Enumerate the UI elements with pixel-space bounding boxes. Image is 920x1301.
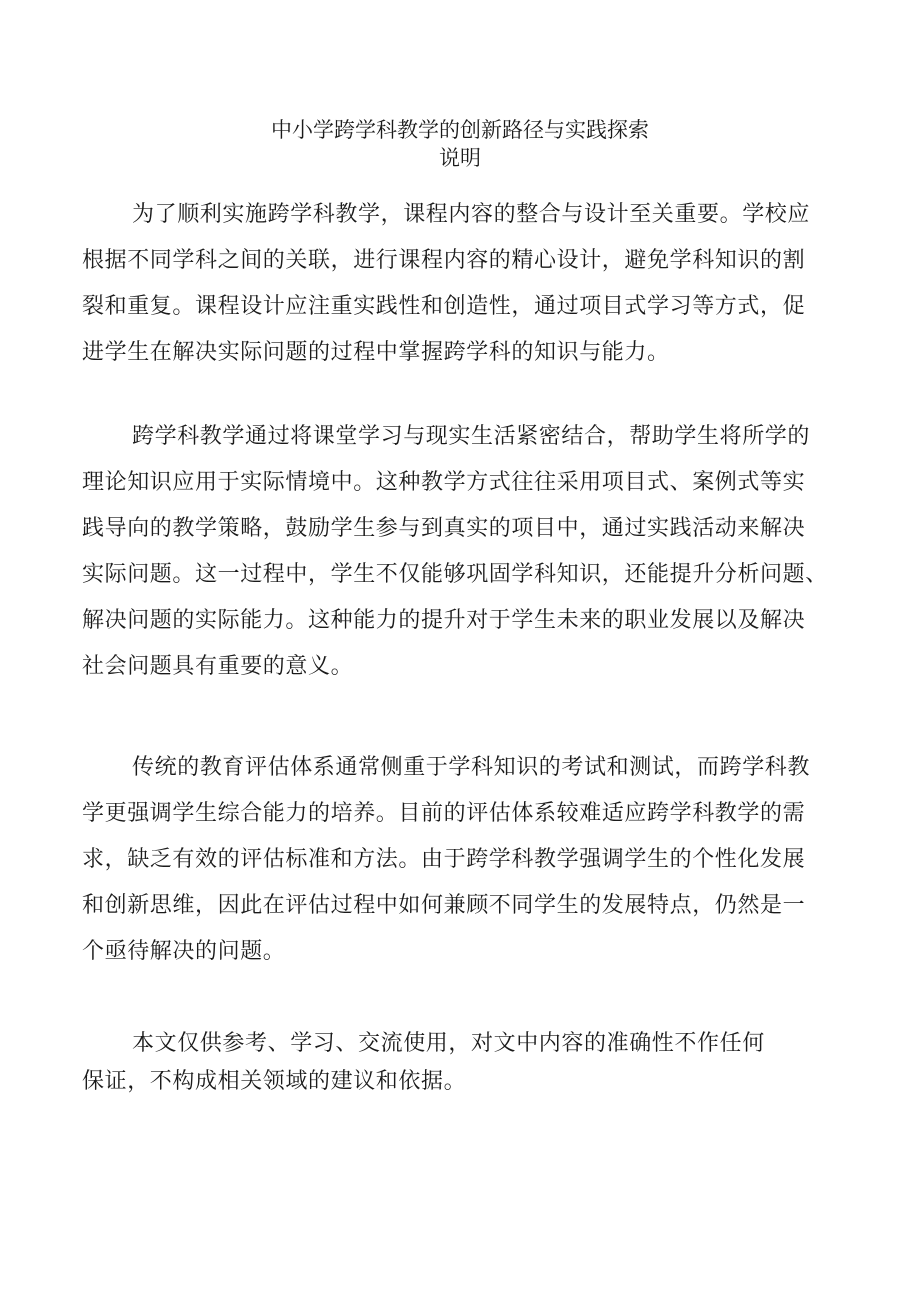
document-title: 中小学跨学科教学的创新路径与实践探索: [271, 118, 649, 142]
paragraph-line: 进学生在解决实际问题的过程中掌握跨学科的知识与能力。: [82, 340, 670, 365]
paragraph-line: 裂和重复。课程设计应注重实践性和创造性，通过项目式学习等方式，促: [82, 294, 806, 319]
paragraph-line: 本文仅供参考、学习、交流使用，对文中内容的准确性不作任何: [132, 1031, 765, 1056]
paragraph-2: [82, 414, 837, 690]
paragraph-line: 社会问题具有重要的意义。: [82, 654, 354, 679]
paragraph-line: 个亟待解决的问题。: [82, 939, 286, 964]
paragraph-line: 求，缺乏有效的评估标准和方法。由于跨学科教学强调学生的个性化发展: [82, 847, 806, 872]
paragraph-line: 传统的教育评估体系通常侧重于学科知识的考试和测试，而跨学科教: [132, 755, 811, 780]
paragraph-line: 践导向的教学策略，鼓励学生参与到真实的项目中，通过实践活动来解决: [82, 516, 806, 541]
paragraph-line: 为了顺利实施跨学科教学，课程内容的整合与设计至关重要。学校应: [132, 202, 811, 227]
document-subtitle: 说明: [439, 146, 481, 170]
paragraph-1: [82, 192, 837, 376]
paragraph-line: 解决问题的实际能力。这种能力的提升对于学生未来的职业发展以及解决: [82, 608, 806, 633]
paragraph-line: 跨学科教学通过将课堂学习与现实生活紧密结合，帮助学生将所学的: [132, 424, 811, 449]
paragraph-line: 理论知识应用于实际情境中。这种教学方式往往采用项目式、案例式等实: [82, 470, 806, 495]
paragraph-line: 保证，不构成相关领域的建议和依据。: [82, 1069, 467, 1094]
paragraph-3: [82, 745, 837, 975]
title-block: [0, 116, 920, 172]
paragraph-line: 和创新思维，因此在评估过程中如何兼顾不同学生的发展特点，仍然是一: [82, 893, 806, 918]
paragraph-line: 学更强调学生综合能力的培养。目前的评估体系较难适应跨学科教学的需: [82, 801, 806, 826]
disclaimer-paragraph: [82, 1025, 837, 1101]
paragraph-line: 实际问题。这一过程中，学生不仅能够巩固学科知识，还能提升分析问题、: [82, 562, 828, 587]
paragraph-line: 根据不同学科之间的关联，进行课程内容的精心设计，避免学科知识的割: [82, 248, 806, 273]
